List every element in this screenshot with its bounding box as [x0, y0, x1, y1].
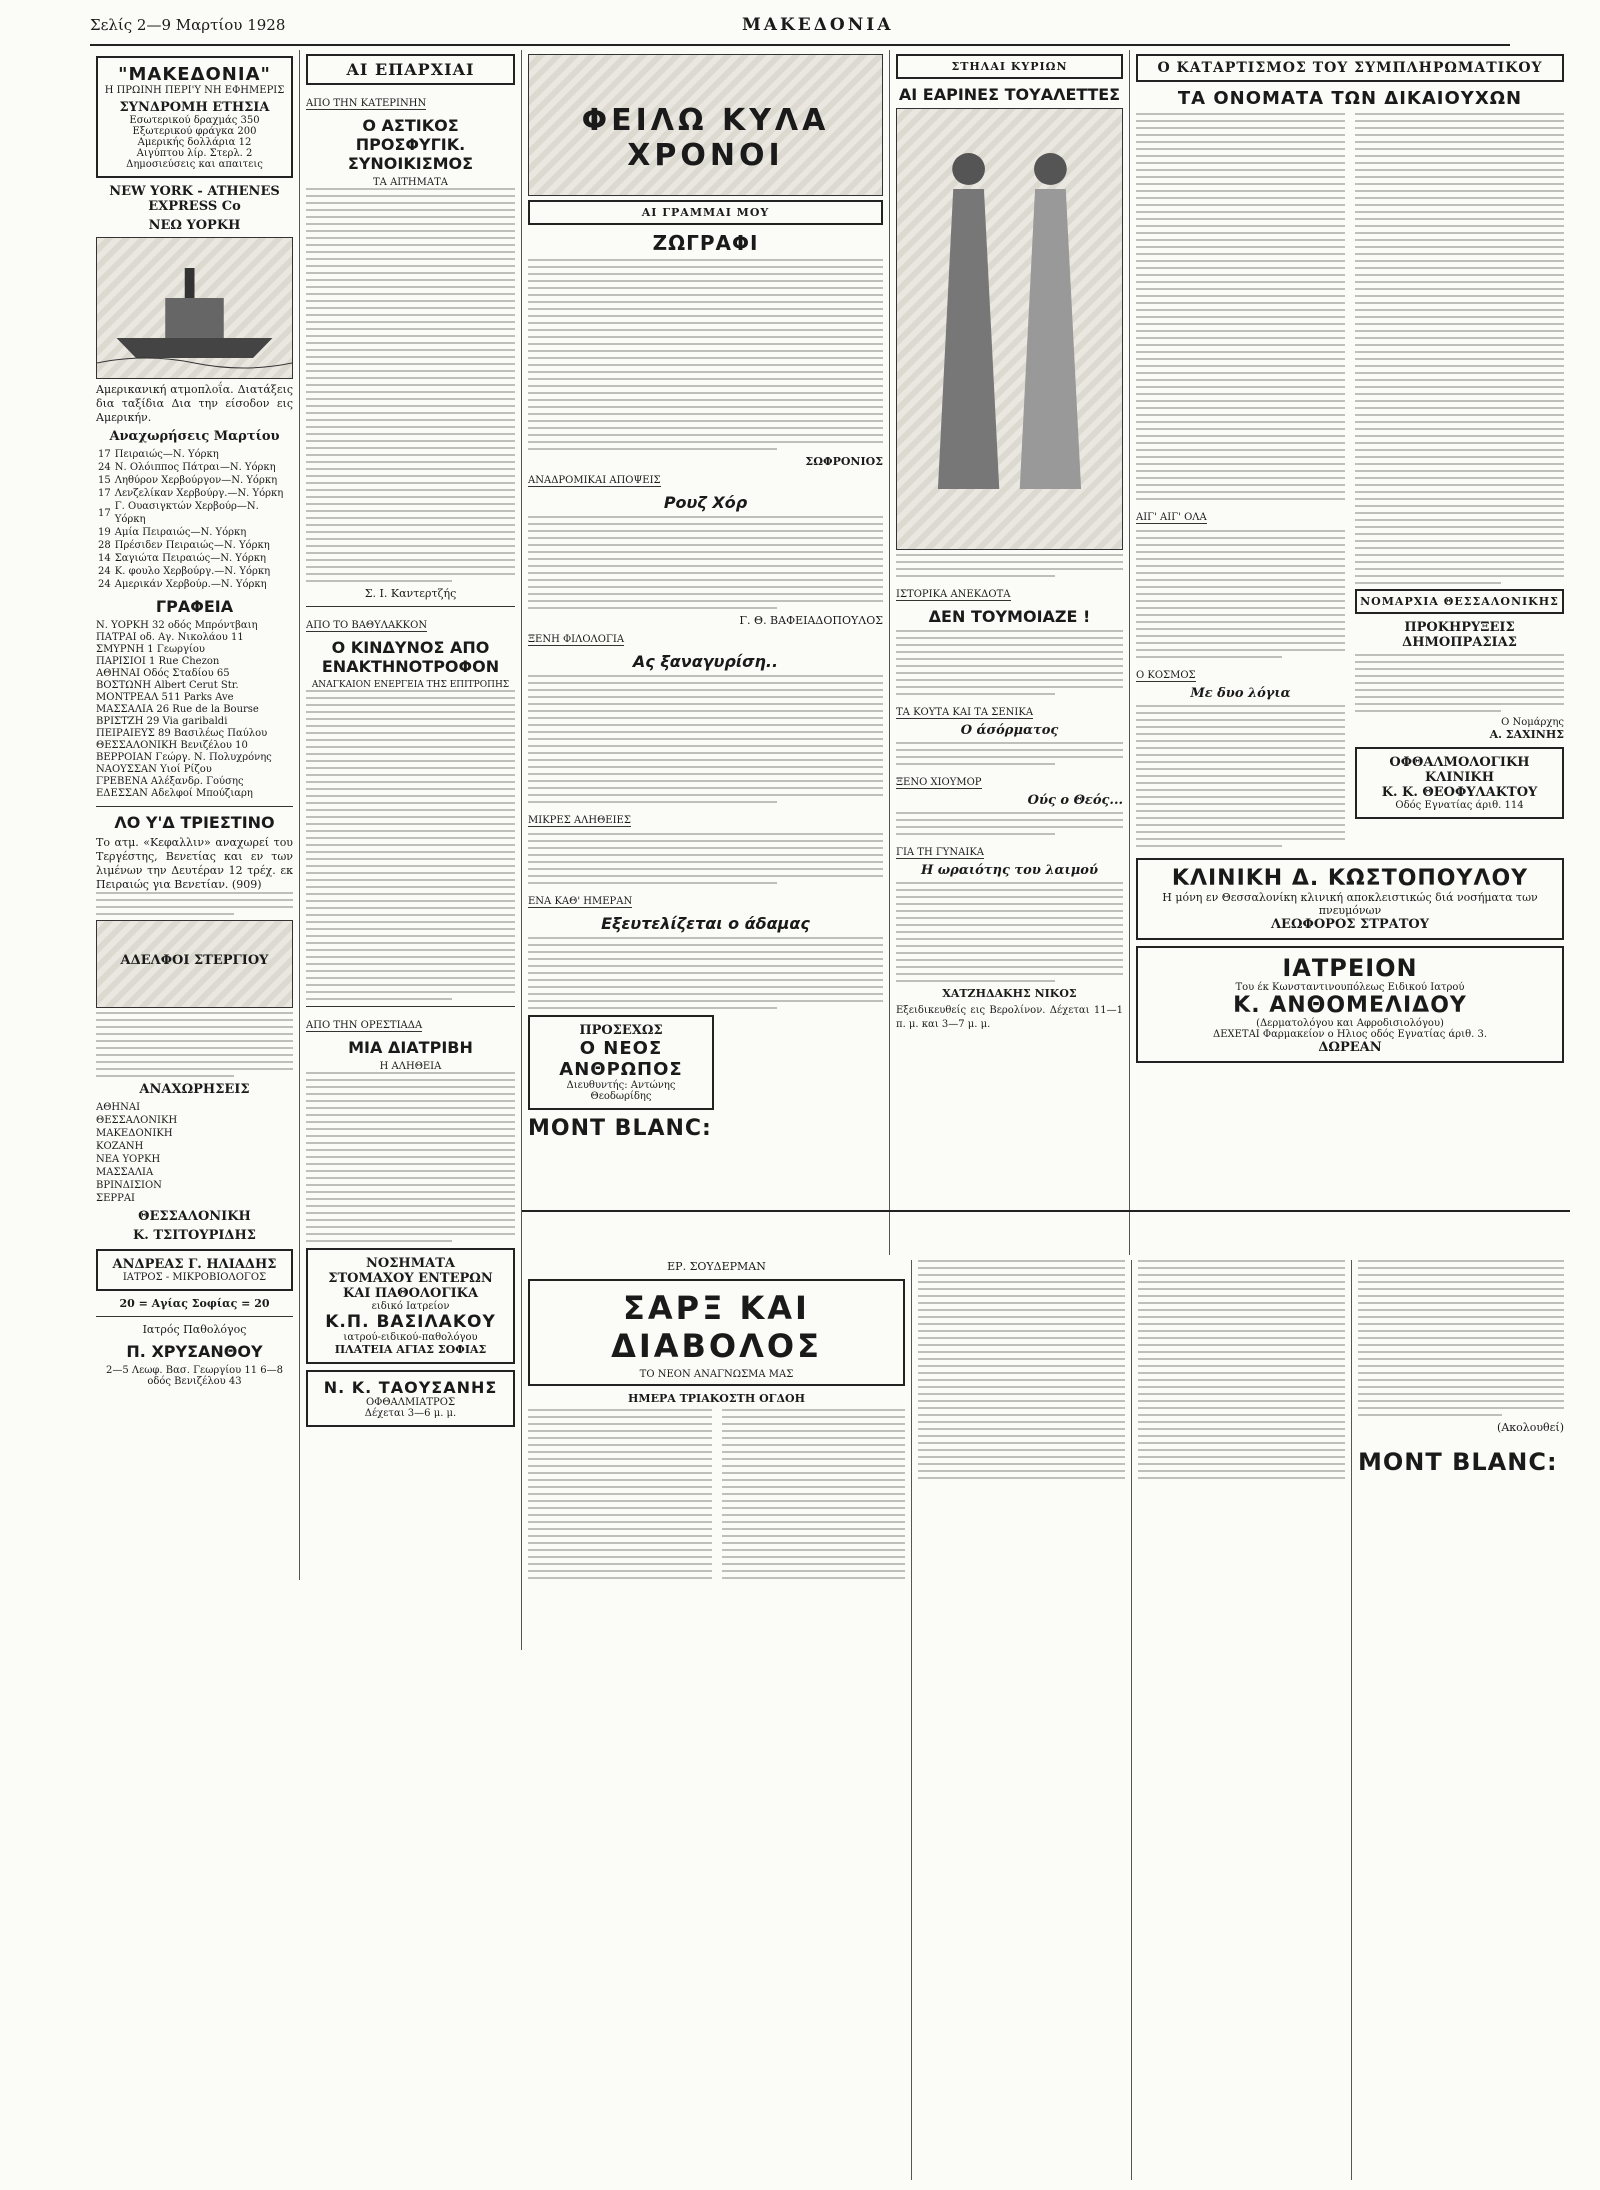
poem-title: Ας ξαναγυρίση.. — [632, 652, 779, 671]
text-block — [1355, 505, 1564, 584]
section-head: ΑΙ ΕΠΑΡΧΙΑΙ — [306, 54, 515, 85]
ad-label: ΠΡΟΣΕΧΩΣ — [579, 1023, 663, 1038]
serial-column-4 — [1352, 1260, 1570, 2180]
lloyd-title: ΛΟ Υ'Δ ΤΡΙΕΣΤΙΝΟ — [114, 813, 275, 832]
anthomelidou-ad — [1136, 946, 1564, 1063]
schedule-route: Πειραιώς—Ν. Υόρκη — [114, 449, 219, 460]
text-block — [896, 812, 1123, 835]
text-block — [528, 1409, 712, 1584]
eye-clinic-ad — [1355, 747, 1564, 819]
ad-line: ΚΛΙΝΙΚΗ — [1424, 770, 1494, 785]
text-block — [306, 1072, 515, 1242]
article-subtitle: ΑΝΑΓΚΑΙΟΝ ΕΝΕΡΓΕΙΑ ΤΗΣ ΕΠΙΤΡΟΠΗΣ — [311, 680, 510, 690]
kostopoulou-clinic-ad — [1136, 858, 1564, 940]
article-title: Με δυο λόγια — [1190, 686, 1291, 701]
ad-doctor-name: Ν. Κ. ΤΑΟΥΣΑΝΗΣ — [323, 1378, 498, 1397]
doctor-name: ΧΑΤΖΗΔΑΚΗΣ ΝΙΚΟΣ — [942, 987, 1077, 1000]
list-item: Ν. ΥΟΡΚΗ 32 οδός Μπρόντβαιη — [96, 620, 258, 631]
grafeia-title: ΓΡΑΦΕΙΑ — [155, 597, 234, 616]
subscription-line-1: Εσωτερικού δραχμάς 350 — [129, 115, 260, 126]
schedule-day: 17 — [98, 449, 111, 460]
schedule-day: 24 — [98, 566, 111, 577]
text-block — [1355, 654, 1564, 712]
table-row — [96, 578, 293, 591]
dateline: ΑΠΟ ΤΗΝ ΟΡΕΣΤΙΑΔΑ — [306, 1020, 423, 1031]
column-4 — [1130, 50, 1570, 1255]
schedule-route: Λενζελίκαν Χερβούργ.—Ν. Υόρκη — [114, 488, 284, 499]
text-block — [96, 892, 293, 915]
schedule-day: 17 — [98, 507, 111, 519]
column-3b — [890, 50, 1130, 1255]
list-item: ΣΕΡΡΑΙ — [96, 1193, 135, 1204]
page-date: Σελίς 2—9 Μαρτίου 1928 — [90, 16, 286, 34]
list-item: ΝΕΑ ΥΟΡΚΗ — [96, 1154, 161, 1165]
schedule-route: Πρέσιδεν Πειραιώς—Ν. Υόρκη — [114, 540, 270, 551]
serial-column — [522, 1260, 912, 2180]
ad-address: Οδός Εγνατίας άριθ. 114 — [1395, 800, 1524, 811]
list-item: ΓΡΕΒΕΝΑ Αλέξανδρ. Γούσης — [96, 776, 244, 787]
label: ΞΕΝΟ ΧΙΟΥΜΟΡ — [896, 777, 982, 788]
lloyd-text: Το ατμ. «Κεφαλλιν» αναχωρεί του Τεργέστης, Βενετίας και εν των λιμένων την Δευτέραν 12 τρέχ. εκ Πειραιώς για Βενετίαν. (909) — [96, 836, 293, 891]
text-block — [528, 516, 883, 609]
article-title: ΖΩΓΡΑΦΙ — [652, 231, 759, 255]
dateline: ΑΠΟ ΤΟ ΒΑΘΥΛΑΚΚΟΝ — [306, 620, 428, 631]
text-block — [528, 833, 883, 884]
subscription-head: ΣΥΝΔΡΟΜΗ ΕΤΗΣΙΑ — [119, 100, 270, 115]
signature: Ο Νομάρχης — [1501, 717, 1564, 728]
brothers-ad-label: ΑΔΕΛΦΟΙ ΣΤΕΡΓΙΟΥ — [120, 953, 269, 968]
serial-column-3 — [1132, 1260, 1352, 2180]
subscription-line-3: Αμερικής δολλάρια 12 — [137, 137, 252, 148]
column-3 — [522, 50, 890, 1255]
two-col-text — [1136, 113, 1564, 505]
table-row — [96, 500, 293, 526]
dentist-hours: 2—5 Λεωφ. Βασ. Γεωργίου 11 6—8 οδός Βενιζέλου 43 — [105, 1365, 284, 1387]
table-row — [96, 487, 293, 500]
schedule-route: Αμία Πειραιώς—Ν. Υόρκη — [114, 527, 247, 538]
clinic-address: ΛΕΩΦΟΡΟΣ ΣΤΡΑΤΟΥ — [1270, 917, 1430, 932]
serial-title: ΣΑΡΞ ΚΑΙ ΔΙΑΒΟΛΟΣ — [611, 1289, 822, 1365]
article-subtitle: Η ΑΛΗΘΕΙΑ — [379, 1061, 442, 1072]
schedule-route: Ληθύρον Χερβούργον—Ν. Υόρκη — [114, 475, 278, 486]
headline-1: Ο ΚΑΤΑΡΤΙΣΜΟΣ ΤΟΥ ΣΥΜΠΛΗΡΩΜΑΤΙΚΟΥ — [1136, 54, 1564, 82]
divider — [306, 606, 515, 607]
table-row — [96, 552, 293, 565]
article-subtitle: ΤΑ ΑΙΤΗΜΑΤΑ — [373, 177, 448, 188]
text-block — [96, 1012, 293, 1077]
subscription-note: Δημοσιεύσεις και απαιτεις — [126, 159, 263, 170]
continued-label: (Ακολουθεί) — [1497, 1421, 1564, 1434]
article-title: Ρουζ Χόρ — [663, 493, 748, 512]
mont-blanc-2: MONT BLANC: — [1358, 1448, 1558, 1476]
list-item: ΜΑΣΣΑΛΙΑ — [96, 1167, 154, 1178]
table-row — [96, 565, 293, 578]
table-row — [96, 539, 293, 552]
divider — [96, 806, 293, 807]
article-title: ΜΙΑ ΔΙΑΤΡΙΒΗ — [348, 1038, 473, 1057]
text-block — [896, 630, 1123, 695]
text-block — [1136, 530, 1345, 658]
label: Ο ΚΟΣΜΟΣ — [1136, 670, 1196, 681]
list-item: ΚΟΖΑΝΗ — [96, 1141, 144, 1152]
banner-title: ΦΕΙΛΩ ΚΥΛΑ ΧΡΟΝΟΙ — [581, 103, 830, 173]
article-title: Ούς ο Θεός... — [1027, 793, 1123, 808]
divider — [306, 1006, 515, 1007]
divider — [96, 1316, 293, 1317]
schedule-day: 19 — [98, 527, 111, 538]
grafeia-list — [96, 620, 293, 800]
fashion-illustration — [896, 108, 1123, 550]
prokirixeis: ΠΡΟΚΗΡΥΞΕΙΣ ΔΗΜΟΠΡΑΣΙΑΣ — [1402, 620, 1517, 650]
mont-blanc: MONT BLANC: — [528, 1116, 712, 1141]
subscription-line-2: Εξωτερικού φράγκα 200 — [132, 126, 257, 137]
ad-line: ΝΟΣΗΜΑΤΑ — [366, 1256, 455, 1271]
article-title: ΔΕΝ ΤΟΥΜΟΙΑΖΕ ! — [928, 607, 1091, 626]
iatreion-title: ΙΑΤΡΕΙΟΝ — [1282, 954, 1418, 982]
serial-text — [528, 1409, 905, 1584]
schedule-route: Κ. φουλο Χερβούργ.—Ν. Υόρκη — [114, 566, 271, 577]
ad-line: ΚΑΙ ΠΑΘΟΛΟΓΙΚΑ — [342, 1286, 479, 1301]
article-title: Ο ΚΙΝΔΥΝΟΣ ΑΠΟ ΕΝΑΚΤΗΝΟΤΡΟΦΟΝ — [321, 638, 500, 676]
list-item: ΘΕΣΣΑΛΟΝΙΚΗ Βενιζέλου 10 — [96, 740, 248, 751]
schedule-table — [96, 448, 293, 591]
vasilakou-ad — [306, 1248, 515, 1364]
serial-author: ΕΡ. ΣΟΥΔΕΡΜΑΝ — [667, 1260, 766, 1273]
label: ΞΕΝΗ ΦΙΛΟΛΟΓΙΑ — [528, 634, 625, 645]
banner-illustration — [528, 54, 883, 196]
dateline: ΑΠΟ ΤΗΝ ΚΑΤΕΡΙΝΗΝ — [306, 98, 427, 109]
label: ΑΙΓ' ΑΙΓ' ΟΛΑ — [1136, 512, 1207, 523]
schedule-day: 17 — [98, 488, 111, 499]
label: ΜΙΚΡΕΣ ΑΛΗΘΕΙΕΣ — [528, 815, 631, 826]
fashion-title: ΑΙ ΕΑΡΙΝΕΣ ΤΟΥΑΛΕΤΤΕΣ — [898, 85, 1121, 104]
taousanis-ad — [306, 1370, 515, 1427]
schedule-route: Ν. Ολόιππος Πάτραι—Ν. Υόρκη — [114, 462, 276, 473]
schedule-route: Σαγιώτα Πειραιώς—Ν. Υόρκη — [114, 553, 267, 564]
doctor-text: Εξειδικευθείς εις Βερολίνον. Δέχεται 11—1 π. μ. και 3—7 μ. μ. — [896, 1005, 1123, 1030]
iatreion-spec: (Δερματολόγου και Αφροδισιολόγου) — [1256, 1018, 1444, 1029]
list-item: ΝΑΟΥΣΣΑΝ Υιοί Ρίζου — [96, 764, 212, 775]
signature: Γ. Θ. ΒΑΦΕΙΑΔΟΠΟΥΛΟΣ — [739, 614, 883, 627]
list-item: ΠΕΙΡΑΙΕΥΣ 89 Βασιλέως Παύλου — [96, 728, 268, 739]
label: ΕΝΑ ΚΑΘ' ΗΜΕΡΑΝ — [528, 896, 633, 907]
list-item: ΠΑΡΙΣΙΟΙ 1 Rue Chezon — [96, 656, 220, 667]
list-item: ΜΑΣΣΑΛΙΑ 26 Rue de la Bourse — [96, 704, 259, 715]
masthead — [90, 6, 1510, 46]
text-block — [1136, 113, 1345, 505]
clinic-sub: Η μόνη εν Θεσσαλονίκη κλινική αποκλειστικώς διά νοσήματα των πνευμόνων — [1162, 891, 1538, 917]
paper-name: ΜΑΚΕΔΟΝΙΑ — [741, 15, 894, 35]
doctor-address: 20 = Αγίας Σοφίας = 20 — [119, 1297, 270, 1310]
table-row — [96, 461, 293, 474]
ad-line: ειδικό Ιατρείον — [371, 1301, 450, 1312]
nomarchia-head: ΝΟΜΑΡΧΙΑ ΘΕΣΣΑΛΟΝΙΚΗΣ — [1355, 589, 1564, 614]
dentist-name: Π. ΧΡΥΣΑΝΘΟΥ — [126, 1342, 263, 1361]
text-block — [528, 259, 883, 450]
article-title: Η ωραιότης του λαιμού — [920, 863, 1099, 878]
column-1 — [90, 50, 300, 1580]
list-item: ΕΔΕΣΣΑΝ Αδελφοί Μπούζιαρη — [96, 788, 253, 799]
express-sub: ΝΕΩ ΥΟΡΚΗ — [148, 218, 241, 233]
text-block — [1355, 113, 1564, 505]
left-subcol — [1136, 505, 1345, 852]
list-item: ΑΘΗΝΑΙ — [96, 1102, 141, 1113]
signature-name: Α. ΣΑΧΙΝΗΣ — [1489, 728, 1564, 741]
serial-column-2 — [912, 1260, 1132, 2180]
schedule-day: 24 — [98, 462, 111, 473]
text-block — [306, 188, 515, 582]
list-item: ΑΘΗΝΑΙ Οδός Σταδίου 65 — [96, 668, 230, 679]
text-block — [722, 1409, 906, 1584]
schedule-day: 15 — [98, 475, 111, 486]
sailings-title: ΑΝΑΧΩΡΗΣΕΙΣ — [139, 1082, 250, 1097]
text-block — [896, 882, 1123, 982]
logo-title: "ΜΑΚΕΔΟΝΙΑ" — [118, 64, 271, 85]
section-head: ΑΙ ΓΡΑΜΜΑΙ ΜΟΥ — [528, 200, 883, 225]
right-subcol — [1355, 505, 1564, 852]
lower-split — [1136, 505, 1564, 852]
text-block — [896, 742, 1123, 765]
doctor-ad — [96, 1249, 293, 1291]
text-block — [1136, 705, 1345, 847]
list-item: ΜΟΝΤΡΕΑΛ 511 Parks Ave — [96, 692, 234, 703]
serial-subtitle: ΤΟ ΝΕΟΝ ΑΝΑΓΝΩΣΜΑ ΜΑΣ — [639, 1369, 794, 1380]
serial-title-box — [528, 1279, 905, 1386]
serial-day: ΗΜΕΡΑ ΤΡΙΑΚΟΣΤΗ ΟΓΔΟΗ — [628, 1392, 805, 1405]
iatreion-name: Κ. ΑΝΘΟΜΕΛΙΔΟΥ — [1233, 993, 1467, 1018]
ad-title: Ο ΝΕΟΣ ΑΝΘΡΩΠΟΣ — [559, 1038, 683, 1080]
column-2 — [300, 50, 522, 1650]
ad-address: ΠΛΑΤΕΙΑ ΑΓΙΑΣ ΣΟΦΙΑΣ — [334, 1343, 487, 1356]
ad-name: Κ. Κ. ΘΕΟΦΥΛΑΚΤΟΥ — [1381, 785, 1538, 800]
label: ΙΣΤΟΡΙΚΑ ΑΝΕΚΔΟΤΑ — [896, 589, 1011, 600]
list-item: ΘΕΣΣΑΛΟΝΙΚΗ — [96, 1115, 178, 1126]
doctor-name: ΑΝΔΡΕΑΣ Γ. ΗΛΙΑΔΗΣ — [112, 1257, 277, 1272]
ad-hours: Δέχεται 3—6 μ. μ. — [364, 1408, 457, 1419]
text-block — [306, 690, 515, 1000]
list-item: ΜΑΚΕΔΟΝΙΚΗ — [96, 1128, 173, 1139]
text-block — [528, 675, 883, 803]
list-item: ΒΡΙΝΔΙΣΙΟΝ — [96, 1180, 162, 1191]
ship-icon — [97, 238, 292, 378]
ad-director: Διευθυντής: Αντώνης Θεοδωρίδης — [566, 1080, 676, 1102]
bottom-band — [522, 1260, 1570, 2190]
express-text: Αμερικανική ατμοπλοΐα. Διατάξεις δια ταξίδια Δια την είσοδον εις Αμερικήν. — [96, 383, 293, 424]
text-block — [896, 554, 1123, 577]
express-head: NEW YORK - ATHENES EXPRESS Co — [109, 184, 280, 214]
table-row — [96, 448, 293, 461]
label: ΓΙΑ ΤΗ ΓΥΝΑΙΚΑ — [896, 847, 985, 858]
clinic-name: ΚΛΙΝΙΚΗ Δ. ΚΩΣΤΟΠΟΥΛΟΥ — [1171, 866, 1529, 891]
ad-line: ΣΤΟΜΑΧΟΥ ΕΝΤΕΡΩΝ — [328, 1271, 493, 1286]
doctor-specialty: ΙΑΤΡΟΣ - ΜΙΚΡΟΒΙΟΛΟΓΟΣ — [122, 1272, 267, 1283]
ad-doctor-name: Κ.Π. ΒΑΣΙΛΑΚΟΥ — [325, 1312, 496, 1332]
subscription-box — [96, 56, 293, 178]
subscription-line-4: Αιγύπτου λίρ. Στερλ. 2 — [136, 148, 253, 159]
article-title: Ο άσόρματος — [960, 723, 1059, 738]
list-item: ΠΑΤΡΑΙ οδ. Αγ. Νικολάου 11 — [96, 632, 244, 643]
signature: Σ. Ι. Καντερτζής — [364, 587, 457, 600]
text-block — [528, 937, 883, 1009]
iatreion-free: ΔΩΡΕΑΝ — [1318, 1040, 1382, 1055]
article-title: Εξευτελίζεται ο άδαμας — [601, 914, 810, 933]
schedule-day: 28 — [98, 540, 111, 551]
label: ΤΑ ΚΟΥΤΑ ΚΑΙ ΤΑ ΣΕΝΙΚΑ — [896, 707, 1034, 718]
neos-anthropos-ad — [528, 1015, 714, 1110]
contact-name: Κ. ΤΣΙΤΟΥΡΙΔΗΣ — [133, 1228, 256, 1243]
schedule-day: 24 — [98, 579, 111, 590]
divider — [522, 1210, 1570, 1212]
iatreion-hours: ΔΕΧΕΤΑΙ Φαρμακείον ο Ηλιος οδός Εγνατίας άριθ. 3. — [1212, 1029, 1488, 1040]
text-block — [1138, 1260, 1345, 1479]
dentist-label: Ιατρός Παθολόγος — [142, 1323, 247, 1336]
ship-illustration — [96, 237, 293, 379]
dress-figures-icon — [897, 109, 1122, 549]
headline-2: ΤΑ ΟΝΟΜΑΤΑ ΤΩΝ ΔΙΚΑΙΟΥΧΩΝ — [1177, 88, 1523, 109]
contact-title: ΘΕΣΣΑΛΟΝΙΚΗ — [138, 1209, 251, 1224]
iatreion-sub: Του έκ Κωνσταντινουπόλεως Ειδικού Ιατρού — [1235, 982, 1465, 993]
fashion-head: ΣΤΗΛΑΙ ΚΥΡΙΩΝ — [896, 54, 1123, 79]
list-item: ΒΕΡΡΟΙΑΝ Γεώργ. Ν. Πολυχρόνης — [96, 752, 272, 763]
article-title: Ο ΑΣΤΙΚΟΣ ΠΡΟΣΦΥΓΙΚ. ΣΥΝΟΙΚΙΣΜΟΣ — [347, 116, 474, 173]
list-item: ΒΡΙΣΤΖΗ 29 Via garibaldi — [96, 716, 228, 727]
brothers-ad — [96, 920, 293, 1008]
ad-line: ΟΦΘΑΛΜΟΛΟΓΙΚΗ — [1389, 755, 1530, 770]
ad-doctor-spec: ΟΦΘΑΛΜΙΑΤΡΟΣ — [365, 1397, 456, 1408]
text-block — [918, 1260, 1125, 1479]
schedule-route: Αμερικάν Χερβούρ.—Ν. Υόρκη — [114, 579, 267, 590]
schedule-route: Γ. Ουασιγκτών Χερβούρ—Ν. Υόρκη — [114, 501, 259, 525]
logo-subtitle: Η ΠΡΩΙΝΗ ΠΕΡΙ'Υ ΝΗ ΕΦΗΜΕΡΙΣ — [104, 85, 285, 96]
signature: ΣΩΦΡΟΝΙΟΣ — [805, 455, 883, 468]
sailings-list — [96, 1101, 293, 1205]
table-row — [96, 526, 293, 539]
text-block — [1358, 1260, 1564, 1416]
schedule-title: Αναχωρήσεις Μαρτίου — [109, 429, 280, 444]
ad-doctor-spec: ιατρού-ειδικού-παθολόγου — [343, 1332, 478, 1343]
list-item: ΒΟΣΤΩΝΗ Albert Cerut Str. — [96, 680, 239, 691]
list-item: ΣΜΥΡΝΗ 1 Γεωργίου — [96, 644, 205, 655]
label: ΑΝΑΔΡΟΜΙΚΑΙ ΑΠΟΨΕΙΣ — [528, 475, 661, 486]
table-row — [96, 474, 293, 487]
schedule-day: 14 — [98, 553, 111, 564]
